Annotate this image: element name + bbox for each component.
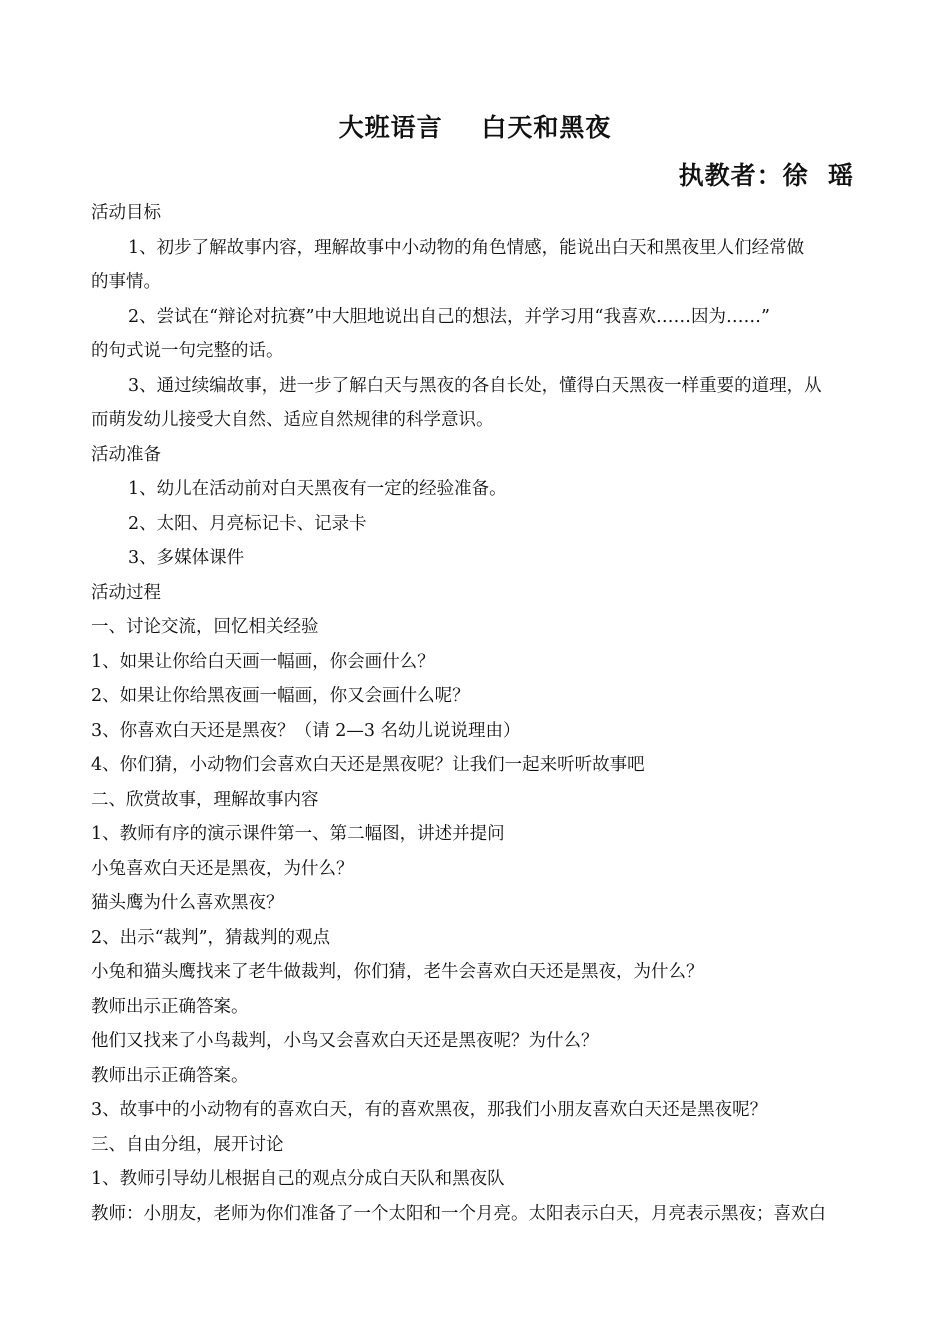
process-line-7: 1、教师有序的演示课件第一、第二幅图，讲述并提问 xyxy=(91,824,505,844)
section-heading-process: 活动过程 xyxy=(91,582,161,603)
document-body xyxy=(91,196,861,1231)
process-line-18: 教师：小朋友，老师为你们准备了一个太阳和一个月亮。太阳表示白天，月亮表示黑夜；喜欢白 xyxy=(91,1203,826,1224)
process-line-16: 三、自由分组，展开讨论 xyxy=(91,1134,284,1155)
section-heading-goals: 活动目标 xyxy=(91,203,161,223)
document-title: 大班语言 白天和黑夜 xyxy=(338,113,612,142)
goal-item-2-line-2: 的句式说一句完整的话。 xyxy=(91,341,284,361)
process-line-10: 2、出示“裁判”，猜裁判的观点 xyxy=(91,927,331,948)
author-line: 执教者：徐 瑶 xyxy=(678,161,854,190)
goal-item-2-line-1: 2、尝试在“辩论对抗赛”中大胆地说出自己的想法，并学习用“我喜欢……因为……” xyxy=(128,306,770,327)
process-line-15: 3、故事中的小动物有的喜欢白天，有的喜欢黑夜，那我们小朋友喜欢白天还是黑夜呢？ xyxy=(91,1100,768,1120)
process-line-11: 小兔和猫头鹰找来了老牛做裁判，你们猜，老牛会喜欢白天还是黑夜，为什么？ xyxy=(91,962,704,982)
process-line-12: 教师出示正确答案。 xyxy=(91,996,249,1017)
process-line-4: 3、你喜欢白天还是黑夜？（请 2—3 名幼儿说说理由） xyxy=(91,720,521,741)
process-line-1: 一、讨论交流，回忆相关经验 xyxy=(91,617,319,637)
process-line-13: 他们又找来了小鸟裁判，小鸟又会喜欢白天还是黑夜呢？为什么？ xyxy=(91,1031,599,1051)
goal-item-1-line-2: 的事情。 xyxy=(91,272,161,292)
process-line-2: 1、如果让你给白天画一幅画，你会画什么？ xyxy=(91,651,435,672)
section-heading-preparation: 活动准备 xyxy=(91,444,161,465)
goal-item-3-line-1: 3、通过续编故事，进一步了解白天与黑夜的各自长处，懂得白天黑夜一样重要的道理，从 xyxy=(128,375,822,396)
process-line-6: 二、欣赏故事，理解故事内容 xyxy=(91,789,319,810)
preparation-item-1: 1、幼儿在活动前对白天黑夜有一定的经验准备。 xyxy=(128,479,507,499)
process-line-8: 小兔喜欢白天还是黑夜，为什么？ xyxy=(91,858,354,879)
goal-item-3-line-2: 而萌发幼儿接受大自然、适应自然规律的科学意识。 xyxy=(91,410,494,430)
process-line-14: 教师出示正确答案。 xyxy=(91,1065,249,1086)
process-line-9: 猫头鹰为什么喜欢黑夜？ xyxy=(91,893,284,913)
process-line-5: 4、你们猜，小动物们会喜欢白天还是黑夜呢？让我们一起来听听故事吧 xyxy=(91,755,645,775)
goal-item-1-line-1: 1、初步了解故事内容，理解故事中小动物的角色情感，能说出白天和黑夜里人们经常做 xyxy=(128,237,805,258)
process-line-3: 2、如果让你给黑夜画一幅画，你又会画什么呢？ xyxy=(91,686,470,706)
preparation-item-3: 3、多媒体课件 xyxy=(128,548,245,568)
preparation-item-2: 2、太阳、月亮标记卡、记录卡 xyxy=(128,513,367,534)
process-line-17: 1、教师引导幼儿根据自己的观点分成白天队和黑夜队 xyxy=(91,1169,505,1189)
